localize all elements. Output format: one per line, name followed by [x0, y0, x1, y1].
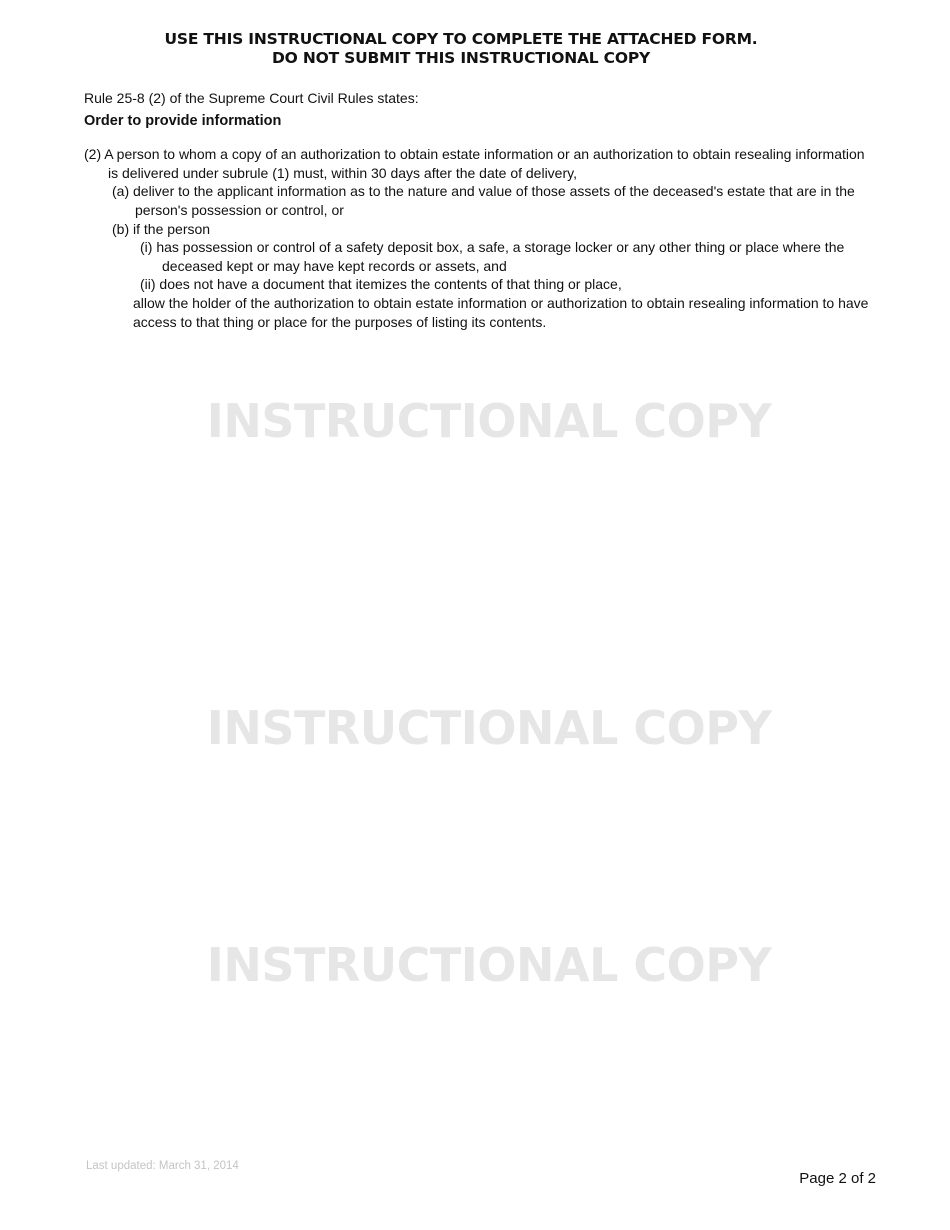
watermark-3: INSTRUCTIONAL COPY	[206, 938, 772, 992]
page-number: Page 2 of 2	[799, 1170, 876, 1187]
rule-body	[84, 145, 874, 331]
last-updated: Last updated: March 31, 2014	[86, 1160, 239, 1172]
rule-intro: Rule 25-8 (2) of the Supreme Court Civil Rules states:	[84, 90, 419, 106]
clause-b-tail: allow the holder of the authorization to obtain estate information or authorization to obtain resealing information to have access to that thing or place for the purposes of listing its contents.	[133, 294, 869, 330]
clause-a: (a) deliver to the applicant information as to the nature and value of those assets of the deceased's estate that are in the person's possession or control, or	[112, 183, 855, 218]
instruction-header	[0, 30, 922, 68]
subclause-i: (i) has possession or control of a safety deposit box, a safe, a storage locker or any other thing or place where the deceased kept or may have kept records or assets, and	[140, 239, 845, 274]
rule-heading: Order to provide information	[84, 112, 282, 129]
subrule-2: (2) A person to whom a copy of an authorization to obtain estate information or an authorization to obtain resealing information is delivered under subrule (1) must, within 30 days after the date of delivery,	[84, 146, 865, 181]
header-line-1: USE THIS INSTRUCTIONAL COPY TO COMPLETE THE ATTACHED FORM.	[164, 30, 758, 48]
header-line-2: DO NOT SUBMIT THIS INSTRUCTIONAL COPY	[271, 49, 651, 67]
subclause-ii: (ii) does not have a document that itemizes the contents of that thing or place,	[140, 276, 622, 293]
watermark-2: INSTRUCTIONAL COPY	[206, 701, 772, 755]
clause-b: (b) if the person	[112, 220, 211, 237]
rule-content	[84, 89, 874, 331]
watermark-1: INSTRUCTIONAL COPY	[206, 394, 772, 448]
